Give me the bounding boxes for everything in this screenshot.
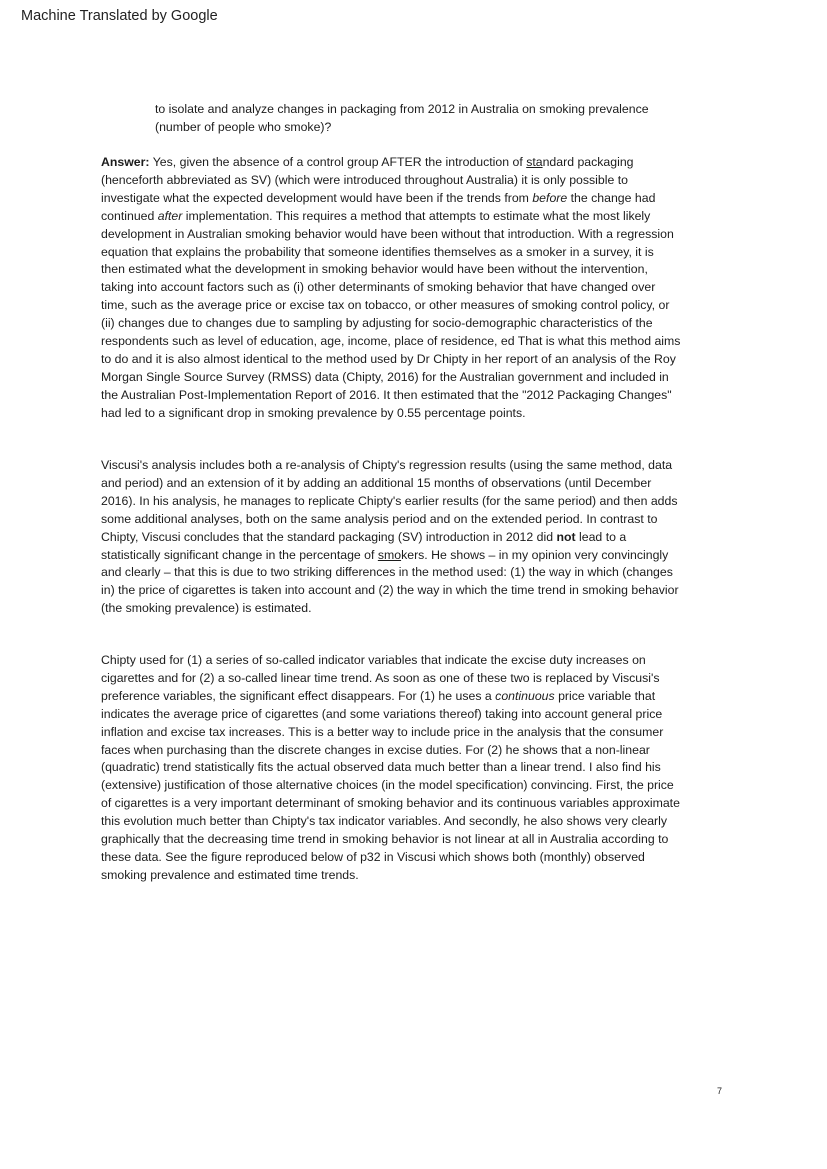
emphasis: before [532, 190, 568, 205]
text-line: taking into account factors such as (i) other determinants of smoking behavior that have changed over [101, 280, 656, 295]
text-line: (the smoking prevalence) is estimated. [101, 601, 312, 616]
text-line: the Australian Post-Implementation Report of 2016. It then estimated that the "2012 Packaging Changes" [101, 387, 672, 402]
text-line: time, such as the average price or excise tax on tobacco, or other measures of smoking control policy, or [101, 298, 670, 313]
text-line: preference variables, the significant effect disappears. For (1) he uses a continuous price variable that [101, 688, 656, 703]
text-line: Viscusi's analysis includes both a re-analysis of Chipty's regression results (using the same method, data [101, 458, 673, 472]
text-line: 2016). In his analysis, he manages to replicate Chipty's earlier results (for the same period) and then adds [101, 493, 678, 508]
text-line: respondents such as level of education, age, income, place of residence, ed That is what this method aims [101, 334, 681, 349]
text-line: investigate what the expected development would have been if the trends from before the change had [101, 190, 656, 205]
text-line: (ii) changes due to changes due to sampling by adjusting for socio-demographic characteristics of the [101, 316, 653, 331]
text-line: Morgan Single Source Survey (RMSS) data (Chipty, 2016) for the Australian government and included in [101, 369, 669, 384]
text-line: smoking prevalence and estimated time trends. [101, 867, 359, 882]
text-line: cigarettes and for (2) a so-called linear time trend. As soon as one of these two is replaced by Viscusi's [101, 670, 660, 685]
text-line: (extensive) justification of those alternative choices (in the model specification) convincing. First, the price [101, 778, 674, 793]
text-line: (number of people who smoke)? [155, 119, 332, 134]
text-line: (quadratic) trend statistically fits the actual observed data much better than a linear trend. I also find his [101, 760, 661, 775]
text-line: graphically that the decreasing time trend in smoking behavior is not linear at all in Australia according to [101, 832, 669, 847]
text-line: had led to a significant drop in smoking prevalence by 0.55 percentage points. [101, 405, 526, 420]
text-line: statistically significant change in the percentage of smokers. He shows – in my opinion very convincingly [101, 547, 669, 562]
text-line: (henceforth abbreviated as SV) (which were introduced throughout Australia) it is only possible to [101, 172, 629, 187]
emphasis: continuous [495, 688, 555, 703]
text-line: in) the price of cigarettes is taken into account and (2) the way in which the time trend in smoking behavior [101, 583, 679, 598]
text-line: and period) and an extension of it by adding an additional 15 months of observations (until December [101, 475, 652, 490]
text-line: to do and it is also almost identical to the method used by Dr Chipty in her report of an analysis of the Roy [101, 351, 676, 366]
text-line: inflation and excise tax increases. This is a better way to include price in the analysis that the consumer [101, 724, 664, 739]
text-line: continued after implementation. This requires a method that attempts to estimate what the most likely [101, 208, 651, 223]
text-line: indicates the average price of cigarettes (and some variations thereof) taking into account general price [101, 706, 663, 721]
text-line: then estimated what the development in smoking behavior would have been without the intervention, [101, 262, 648, 277]
text-line: this evolution much better than Chipty's tax indicator variables. And secondly, he also shows very clearly [101, 814, 668, 829]
answer-label: Answer: [101, 155, 150, 169]
underlined-text: sta [526, 155, 543, 169]
text-line: Chipty used for (1) a series of so-called indicator variables that indicate the excise duty increases on [101, 653, 646, 667]
viscusi-paragraph [101, 457, 679, 618]
question-continuation [155, 101, 649, 137]
text-line: to isolate and analyze changes in packaging from 2012 in Australia on smoking prevalence [155, 102, 649, 116]
emphasis: after [157, 208, 183, 223]
text-line: some additional analyses, both on the same analysis period and on the extended period. In contrast to [101, 511, 658, 526]
text-line: faces when purchasing than the discrete changes in excise duties. For (2) he shows that a non-linear [101, 742, 650, 757]
text-line: these data. See the figure reproduced below of p32 in Viscusi which shows both (monthly) observed [101, 849, 645, 864]
underlined-text: smo [377, 547, 402, 562]
machine-translation-banner: Machine Translated by Google [21, 8, 218, 24]
text-line: development in Australian smoking behavior would have been without that introduction. With a regression [101, 226, 674, 241]
text-line: Chipty, Viscusi concludes that the standard packaging (SV) introduction in 2012 did not lead to a [101, 529, 627, 544]
bold-text: not [556, 529, 576, 544]
page-number: 7 [717, 1086, 723, 1096]
text-line: equation that explains the probability that someone identifies themselves as a smoker in a survey, it is [101, 244, 654, 259]
text-line: of cigarettes is a very important determinant of smoking behavior and its continuous variables approximate [101, 796, 680, 811]
chipty-paragraph [101, 652, 680, 885]
answer-paragraph [101, 154, 680, 423]
text-line: and clearly – that this is due to two striking differences in the method used: (1) the way in which (changes [101, 565, 673, 580]
text-line: Answer: Yes, given the absence of a control group AFTER the introduction of standard packaging [101, 155, 634, 169]
